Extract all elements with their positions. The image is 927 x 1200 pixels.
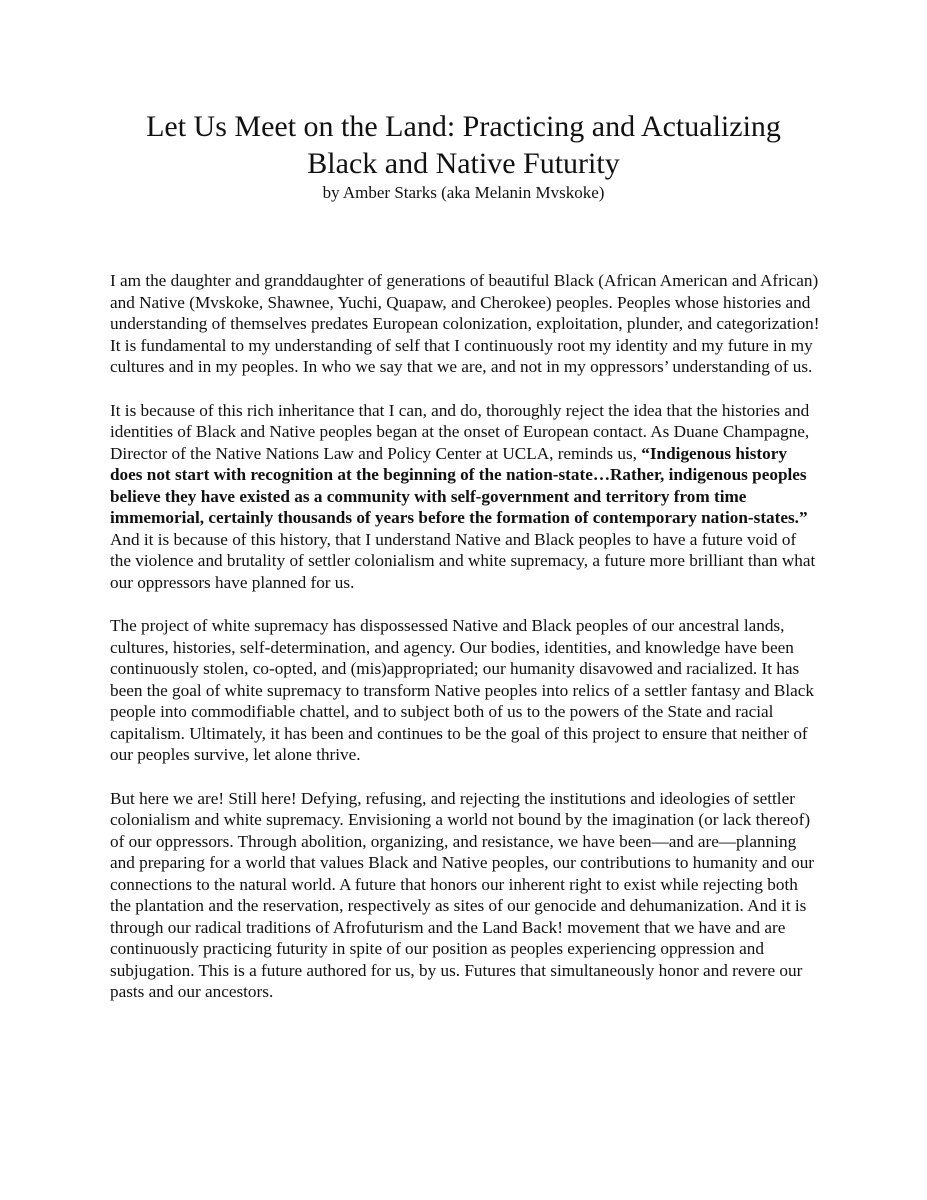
paragraph-2-conclusion: And it is because of this history, that I understand Native and Black peoples to have a future void of the violence and brutality of settler colonialism and white supremacy, a future more brilliant than what our oppressors have planned for us. [110,529,816,592]
paragraph-2 [110,400,820,594]
title-line-2: Black and Native Futurity [307,147,620,180]
title-block [0,108,927,204]
title-line-1: Let Us Meet on the Land: Practicing and Actualizing [146,110,781,143]
document-title [0,108,927,182]
paragraph-1: I am the daughter and granddaughter of generations of beautiful Black (African American and African) and Native (Mvskoke, Shawnee, Yuchi, Quapaw, and Cherokee) peoples. Peoples whose histories and understanding of themselves predates European colonization, exploitation, plunder, and categorization! It is fundamental to my understanding of self that I continuously root my identity and my future in my cultures and in my peoples. In who we say that we are, and not in my oppressors’ understanding of us. [110,271,820,376]
champagne-quote: “Indigenous history does not start with recognition at the beginning of the nation-state…Rather, indigenous peoples believe they have existed as a community with self-government and territory from time immemorial, certainly thousands of years before the formation of contemporary nation-states.” [110,443,808,527]
byline: by Amber Starks (aka Melanin Mvskoke) [322,183,605,202]
paragraph-2-intro: It is because of this rich inheritance that I can, and do, thoroughly reject the idea that the histories and identities of Black and Native peoples began at the onset of European contact. As Duane Champagne, Director of the Native Nations Law and Policy Center at UCLA, reminds us, [110,400,810,463]
document-body [110,270,820,1025]
paragraph-3: The project of white supremacy has dispossessed Native and Black peoples of our ancestral lands, cultures, histories, self-determination, and agency. Our bodies, identities, and knowledge have been continuously stolen, co-opted, and (mis)appropriated; our humanity disavowed and racialized. It has been the goal of white supremacy to transform Native peoples into relics of a settler fantasy and Black people into commodifiable chattel, and to subject both of us to the powers of the State and racial capitalism. Ultimately, it has been and continues to be the goal of this project to ensure that neither of our peoples survive, let alone thrive. [110,616,814,764]
paragraph-4: But here we are! Still here! Defying, refusing, and rejecting the institutions and ideologies of settler colonialism and white supremacy. Envisioning a world not bound by the imagination (or lack thereof) of our oppressors. Through abolition, organizing, and resistance, we have been—and are—planning and preparing for a world that values Black and Native peoples, our contributions to humanity and our connections to the natural world. A future that honors our inherent right to exist while rejecting both the plantation and the reservation, respectively as sites of our genocide and dehumanization. And it is through our radical traditions of Afrofuturism and the Land Back! movement that we have and are continuously practicing futurity in spite of our position as peoples experiencing oppression and subjugation. This is a future authored for us, by us. Futures that simultaneously honor and revere our pasts and our ancestors. [110,788,815,1001]
